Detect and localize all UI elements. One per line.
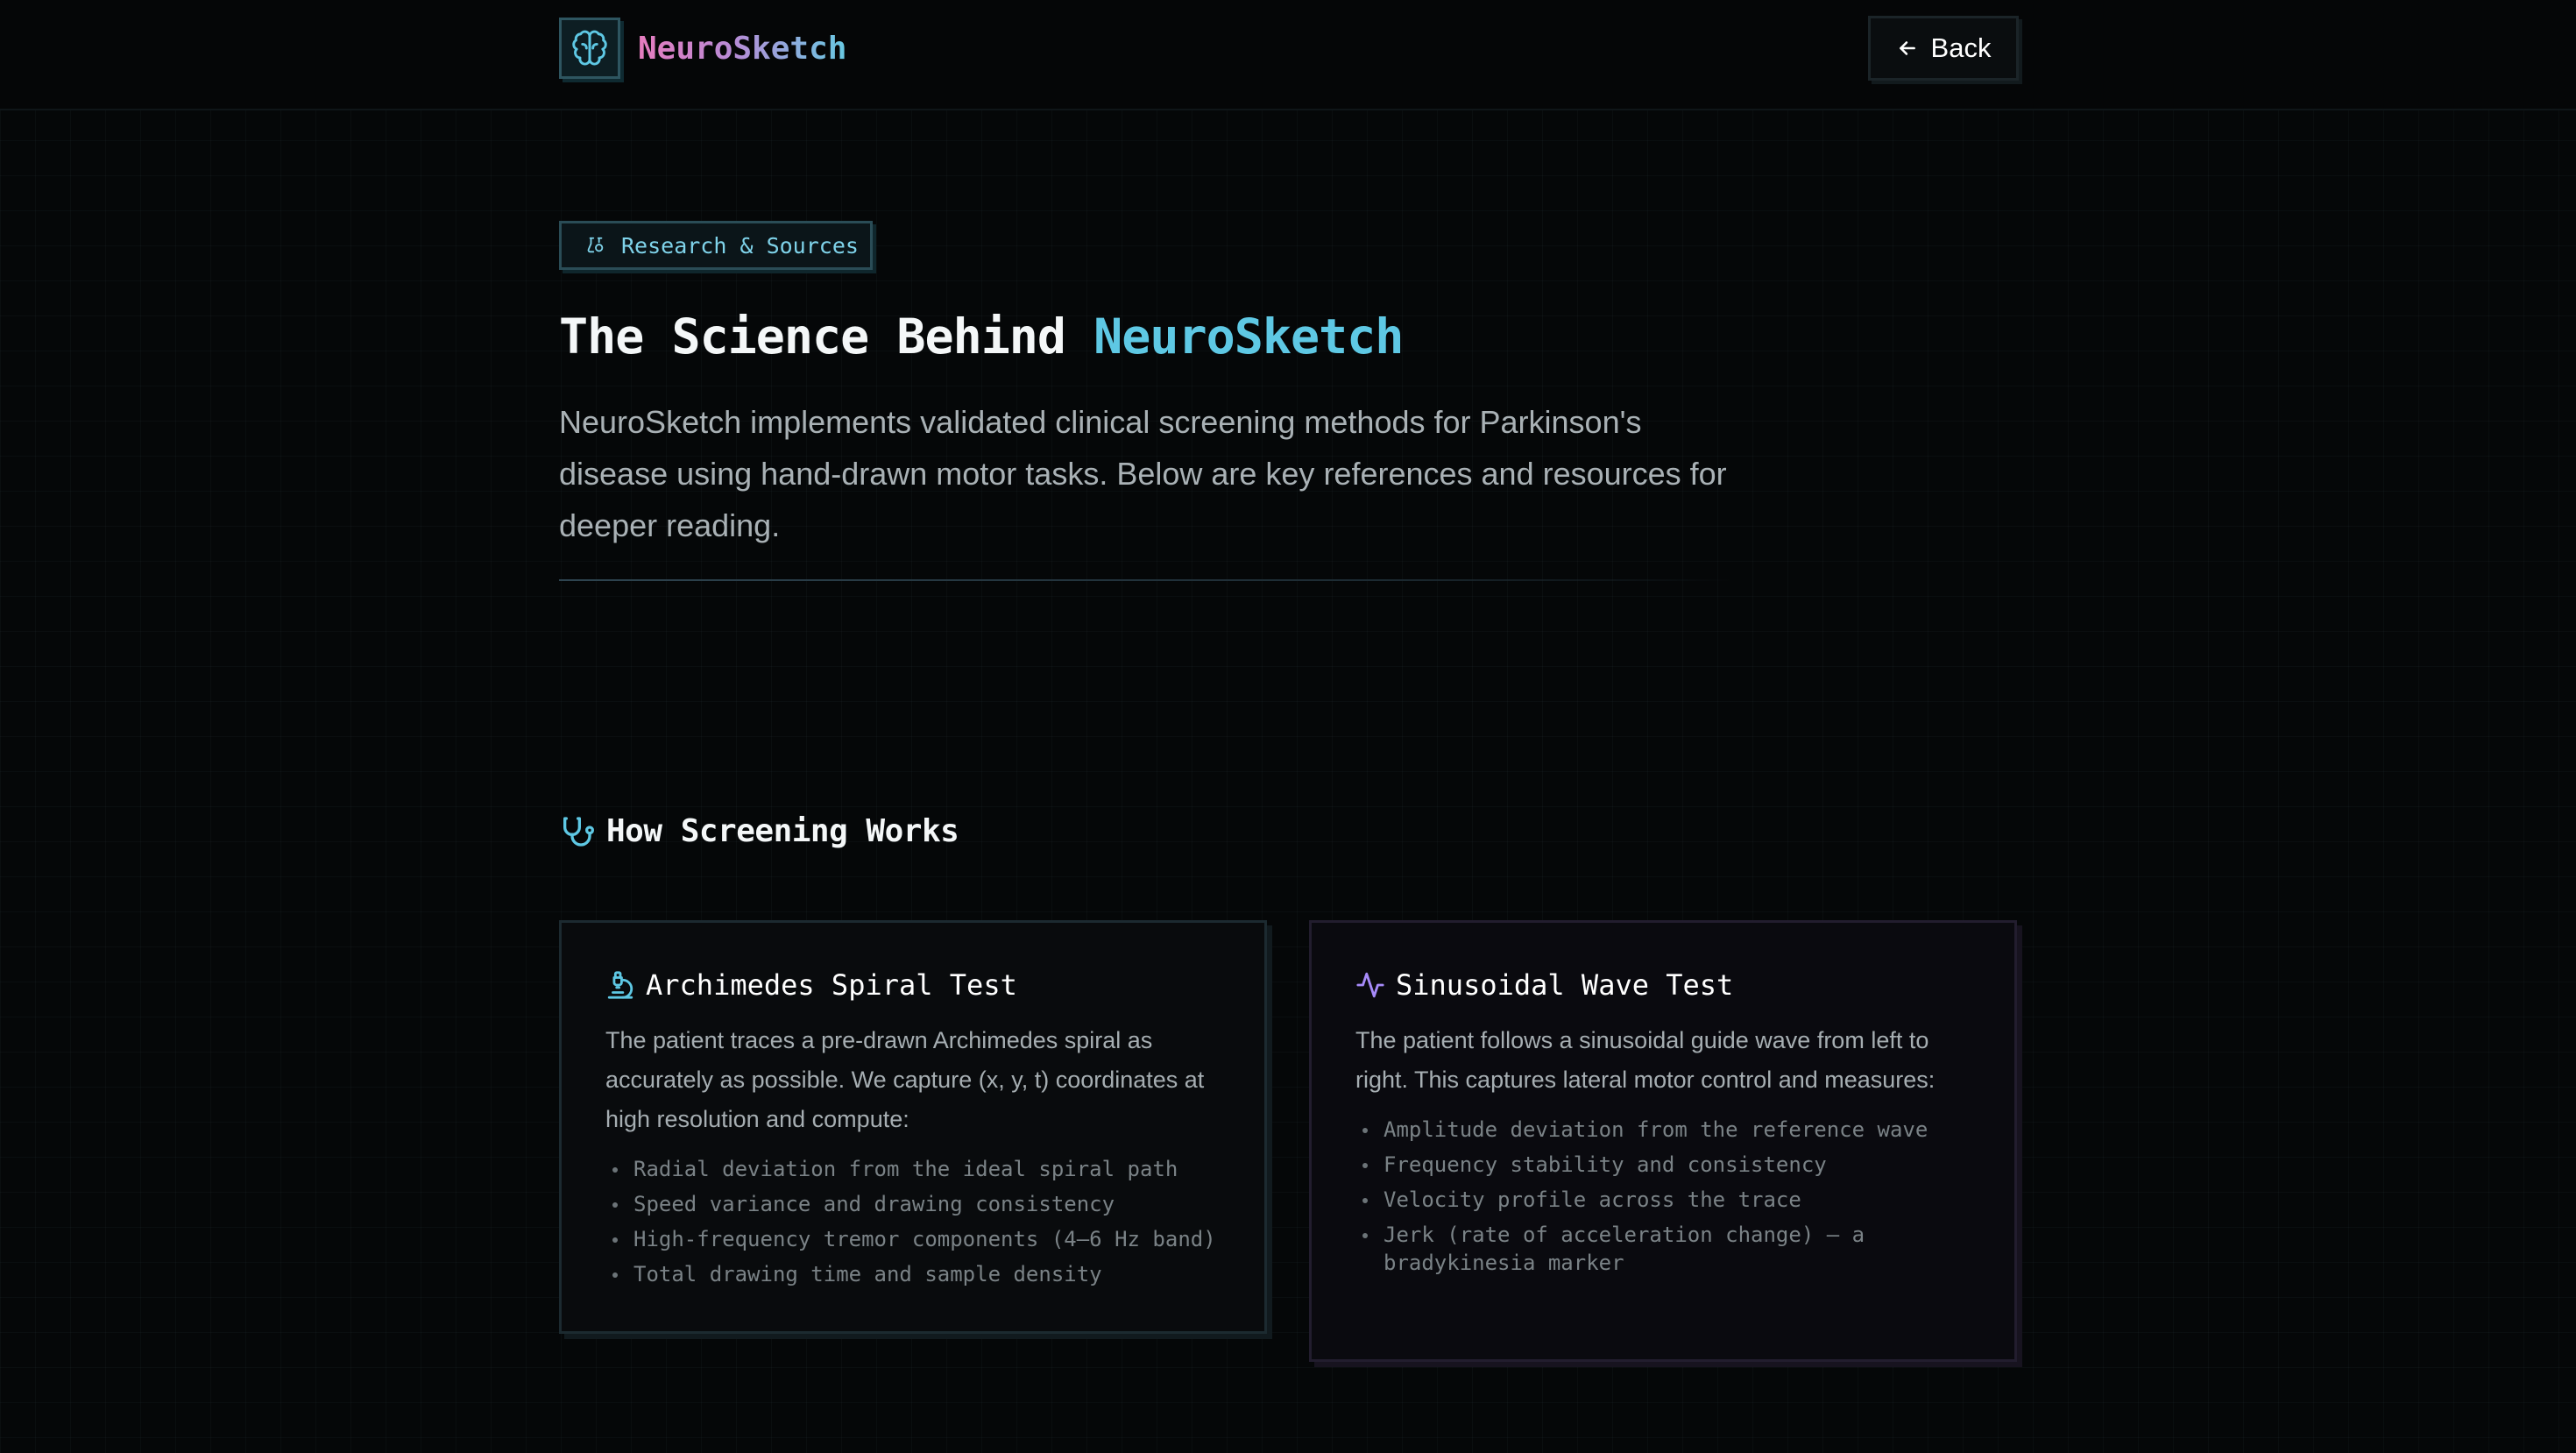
page-title-accent: NeuroSketch bbox=[1093, 308, 1404, 365]
section-divider bbox=[559, 579, 1733, 581]
arrow-left-icon bbox=[1896, 37, 1919, 60]
metric-list bbox=[1355, 1116, 2014, 1277]
wave-test-card bbox=[1309, 920, 2017, 1362]
activity-icon bbox=[1355, 970, 1385, 1000]
intro-paragraph: NeuroSketch implements validated clinical screening methods for Parkinson's disease using hand-drawn motor tasks. Below are key references and resources for deeper reading. bbox=[559, 404, 1727, 543]
card-title: Archimedes Spiral Test bbox=[646, 968, 1017, 1002]
flask-icon bbox=[586, 236, 605, 255]
page-title bbox=[559, 303, 1403, 370]
card-description: The patient traces a pre-drawn Archimedes spiral as accurately as possible. We capture (x, y, t) coordinates at high resolution and compute: bbox=[605, 1027, 1205, 1132]
list-item: Total drawing time and sample density bbox=[605, 1260, 1229, 1288]
badge-label: Research & Sources bbox=[621, 232, 859, 259]
list-item: Speed variance and drawing consistency bbox=[605, 1190, 1229, 1218]
stethoscope-icon bbox=[559, 814, 594, 849]
card-title: Sinusoidal Wave Test bbox=[1396, 968, 1734, 1002]
list-item: Amplitude deviation from the reference wave bbox=[1355, 1116, 1979, 1144]
card-header bbox=[1355, 968, 2014, 1002]
spiral-test-card bbox=[559, 920, 1267, 1334]
section-heading bbox=[559, 813, 959, 849]
page-title-prefix: The Science Behind bbox=[559, 308, 1094, 365]
back-button[interactable] bbox=[1868, 16, 2019, 81]
research-sources-badge bbox=[559, 221, 873, 270]
list-item: Frequency stability and consistency bbox=[1355, 1151, 1979, 1179]
list-item: High-frequency tremor components (4–6 Hz band) bbox=[605, 1225, 1229, 1253]
metric-list bbox=[605, 1155, 1264, 1288]
list-item: Velocity profile across the trace bbox=[1355, 1186, 1979, 1214]
brain-icon bbox=[570, 29, 609, 67]
back-button-label: Back bbox=[1930, 32, 1992, 63]
section-title: How Screening Works bbox=[606, 813, 959, 849]
top-navigation-bar bbox=[0, 0, 2576, 110]
brand-name[interactable]: NeuroSketch bbox=[638, 26, 846, 72]
microscope-icon bbox=[605, 970, 635, 1000]
list-item: Jerk (rate of acceleration change) — a bradykinesia marker bbox=[1355, 1221, 1979, 1277]
list-item: Radial deviation from the ideal spiral path bbox=[605, 1155, 1229, 1183]
card-header bbox=[605, 968, 1264, 1002]
logo-badge[interactable] bbox=[559, 18, 620, 79]
card-description: The patient follows a sinusoidal guide wave from left to right. This captures lateral motor control and measures: bbox=[1355, 1027, 1936, 1093]
